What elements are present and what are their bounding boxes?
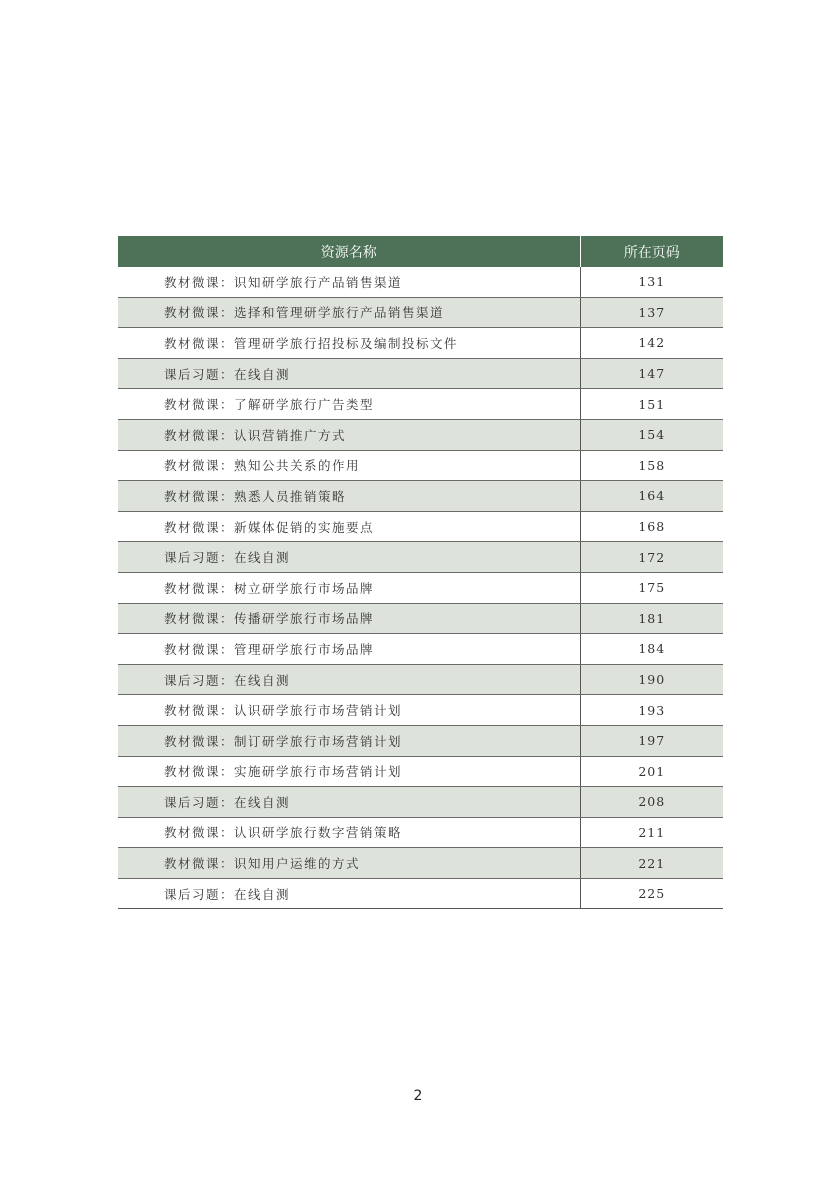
table-row <box>118 511 723 542</box>
table-header <box>118 236 723 267</box>
table-row <box>118 848 723 879</box>
header-row <box>118 236 723 267</box>
table-row <box>118 817 723 848</box>
page-number-cell: 211 <box>580 817 723 848</box>
page-number-cell: 225 <box>580 878 723 909</box>
table-row <box>118 756 723 787</box>
table-row <box>118 481 723 512</box>
table-row <box>118 358 723 389</box>
resource-name-cell: 教材微课：熟知公共关系的作用 <box>118 450 580 481</box>
table-row <box>118 634 723 665</box>
page-number-cell: 142 <box>580 328 723 359</box>
resource-name-cell: 教材微课：传播研学旅行市场品牌 <box>118 603 580 634</box>
table-row <box>118 787 723 818</box>
page-number-cell: 168 <box>580 511 723 542</box>
resource-name-cell: 教材微课：认识研学旅行市场营销计划 <box>118 695 580 726</box>
header-page-number: 所在页码 <box>580 236 723 267</box>
resource-name-cell: 教材微课：认识研学旅行数字营销策略 <box>118 817 580 848</box>
resource-name-cell: 课后习题：在线自测 <box>118 878 580 909</box>
page-number-cell: 158 <box>580 450 723 481</box>
page-number-cell: 201 <box>580 756 723 787</box>
resource-name-cell: 教材微课：实施研学旅行市场营销计划 <box>118 756 580 787</box>
table-row <box>118 267 723 297</box>
page-number-cell: 208 <box>580 787 723 818</box>
resource-name-cell: 教材微课：熟悉人员推销策略 <box>118 481 580 512</box>
table-body <box>118 267 723 909</box>
page-number-cell: 193 <box>580 695 723 726</box>
resource-name-cell: 教材微课：识知研学旅行产品销售渠道 <box>118 267 580 297</box>
page-number-cell: 137 <box>580 297 723 328</box>
table-row <box>118 328 723 359</box>
page-number-cell: 147 <box>580 358 723 389</box>
table-row <box>118 572 723 603</box>
page-number: 2 <box>413 1088 423 1104</box>
page-number-cell: 184 <box>580 634 723 665</box>
table-row <box>118 664 723 695</box>
page-number-cell: 221 <box>580 848 723 879</box>
resource-name-cell: 教材微课：管理研学旅行市场品牌 <box>118 634 580 665</box>
page-number-cell: 175 <box>580 572 723 603</box>
page-number-cell: 164 <box>580 481 723 512</box>
resource-name-cell: 教材微课：制订研学旅行市场营销计划 <box>118 725 580 756</box>
table-row <box>118 542 723 573</box>
resource-name-cell: 教材微课：了解研学旅行广告类型 <box>118 389 580 420</box>
resource-name-cell: 课后习题：在线自测 <box>118 358 580 389</box>
table-row <box>118 450 723 481</box>
resource-table <box>118 236 723 909</box>
page-number-cell: 181 <box>580 603 723 634</box>
resource-name-cell: 课后习题：在线自测 <box>118 787 580 818</box>
resource-name-cell: 教材微课：选择和管理研学旅行产品销售渠道 <box>118 297 580 328</box>
header-resource-name: 资源名称 <box>118 236 580 267</box>
table-row <box>118 419 723 450</box>
page-number-cell: 154 <box>580 419 723 450</box>
resource-name-cell: 教材微课：识知用户运维的方式 <box>118 848 580 879</box>
resource-name-cell: 教材微课：管理研学旅行招投标及编制投标文件 <box>118 328 580 359</box>
table-row <box>118 695 723 726</box>
resource-name-cell: 教材微课：认识营销推广方式 <box>118 419 580 450</box>
table-row <box>118 389 723 420</box>
resource-name-cell: 教材微课：新媒体促销的实施要点 <box>118 511 580 542</box>
resource-name-cell: 课后习题：在线自测 <box>118 542 580 573</box>
table-row <box>118 603 723 634</box>
page-number-cell: 190 <box>580 664 723 695</box>
page-number-cell: 197 <box>580 725 723 756</box>
table-row <box>118 878 723 909</box>
page-number-cell: 151 <box>580 389 723 420</box>
table-row <box>118 725 723 756</box>
page-number-cell: 131 <box>580 267 723 297</box>
resource-name-cell: 课后习题：在线自测 <box>118 664 580 695</box>
table-row <box>118 297 723 328</box>
page-number-cell: 172 <box>580 542 723 573</box>
resource-name-cell: 教材微课：树立研学旅行市场品牌 <box>118 572 580 603</box>
